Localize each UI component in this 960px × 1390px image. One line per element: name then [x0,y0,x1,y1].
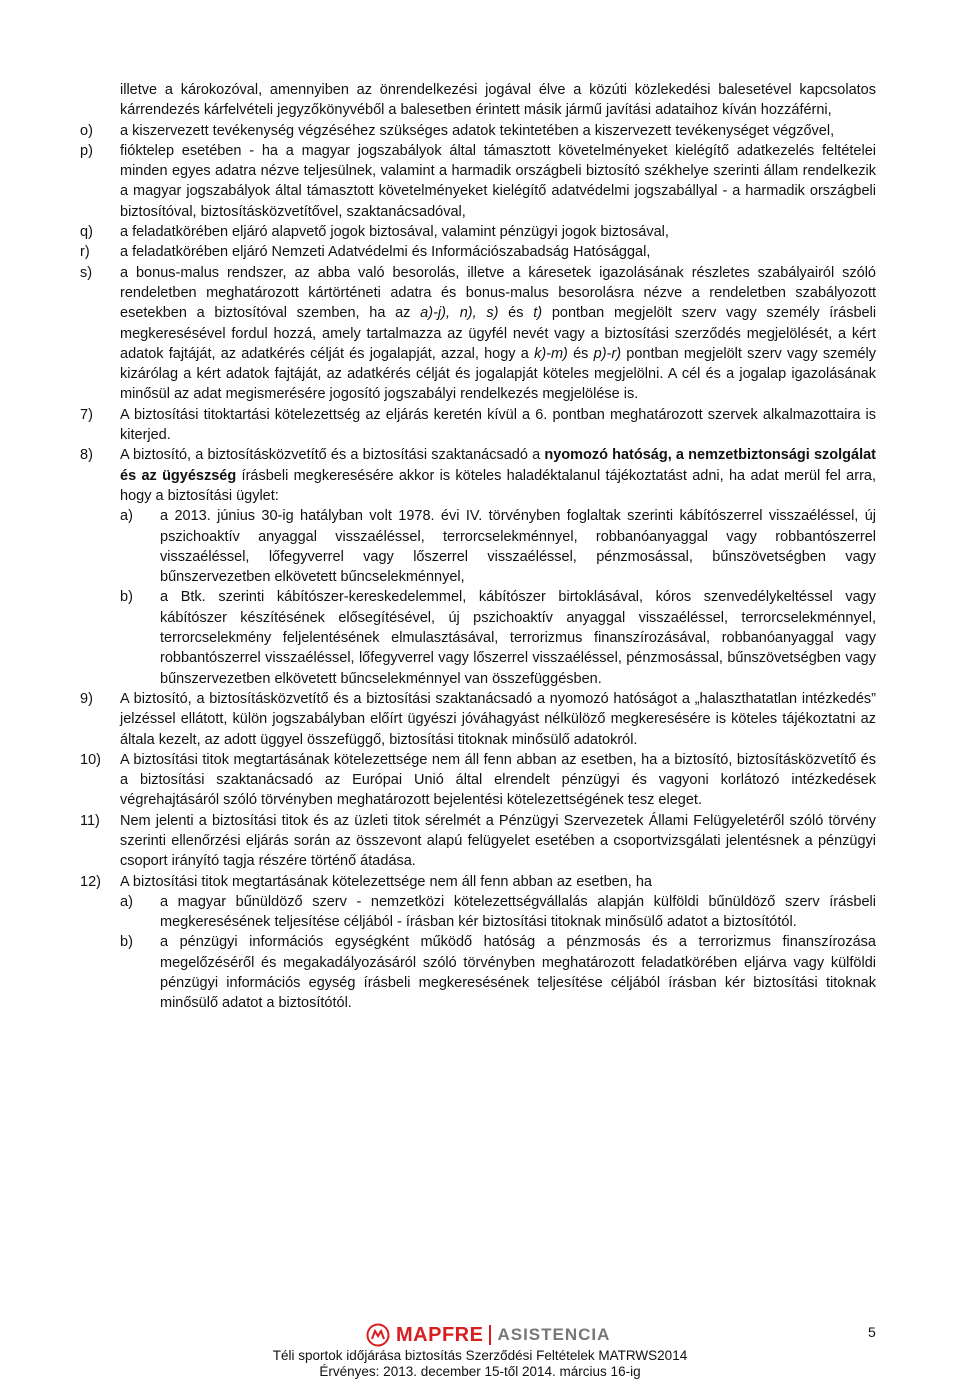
page-footer [0,1318,960,1390]
section-8-item-b [80,587,876,688]
section-7 [80,405,876,446]
item-p-text: fióktelep esetében - ha a magyar jogszabályok által támasztott követelményeket kielégítő adatkezelés feltételei minden egyes adatra nézve teljesülnek, valamint a harmadik országbeli biztosító székhelye szerinti állam rendelkezik a magyar jogszabályok által támasztott követelményeket kielégítő adatvédelmi jogszabállyal - a harmadik országbeli biztosítóval, biztosításközvetítővel, szaktanácsadóval, [120,142,876,220]
item-s-label: s) [80,264,93,281]
section-12-item-a-text: a magyar bűnüldöző szerv - nemzetközi kötelezettségvállalás alapján külföldi bűnüldöző szerv írásbeli megkeresésének teljesítése céljából - írásban kér biztosítási titoknak minősülő adatot a biztosítótól. [160,893,876,931]
section-12-label: 12) [80,873,101,890]
page-number: 5 [868,1324,876,1340]
item-q-label: q) [80,224,93,241]
item-s-text-2: és [508,305,524,322]
section-8-item-b-label: b) [120,589,133,606]
item-s-text-1: a bonus-malus rendszer, az abba való besorolás, illetve a káresetek igazolásának részletes szabályairól szóló rendeletben meghatározott kártörténeti adatra és bonus-malus besorolásra nézve a rendeletben szabályozott esetekben a biztosítóval szemben, ha az [120,264,876,322]
mapfre-emblem-icon [366,1323,390,1347]
item-s-ref-2: t) [533,305,543,322]
section-10 [80,750,876,811]
section-8-text-1: A biztosító, a biztosításközvetítő és a biztosítási szaktanácsadó a [120,447,541,464]
section-12-item-b-text: a pénzügyi információs egységként működő hatóság a pénzmosás és a terrorizmus finanszírozása megelőzéséről és megakadályozásáról szóló törvényben meghatározott feladatkörében eljárva vagy külföldi pénzügyi információs egység írásbeli megkeresésének teljesítése céljából írásban kér biztosítási titoknak minősülő adatot a biztosítótól. [160,934,876,1012]
item-q-text: a feladatkörében eljáró alapvető jogok biztosával, valamint pénzügyi jogok biztosával, [120,224,669,241]
item-o-label: o) [80,122,93,139]
section-8-item-a-label: a) [120,508,133,525]
section-12 [80,872,876,892]
section-7-text: A biztosítási titoktartási kötelezettség az eljárás keretén kívül a 6. pontban meghatározott szervek alkalmazottaira is kiterjed. [120,406,876,444]
brand-primary: MAPFRE [396,1323,484,1346]
item-p [80,141,876,222]
section-8-item-b-text: a Btk. szerinti kábítószer-kereskedelemmel, kábítószer birtoklásával, kóros szenvedélykeltéssel vagy kábítószer készítésének elősegítésével, új pszichoaktív anyaggal visszaéléssel, terrorcselekménnyel, terrorcselekmény feljelentésének elmulasztásával, terrorizmus finanszírozásával, robbanóanyaggal vagy robbantószerrel visszaéléssel, lőfegyverrel vagy lőszerrel visszaéléssel, pénzmosással, bűnszövetségben vagy bűnszervezetben elkövetett bűncselekménnyel van összefüggésben. [160,589,876,687]
section-8-label: 8) [80,447,93,464]
item-r-label: r) [80,244,90,261]
item-s-ref-1: a)-j), n), s) [420,305,499,322]
section-11-text: Nem jelenti a biztosítási titok és az üzleti titok sérelmét a Pénzügyi Szervezetek Állami Felügyeletéről szóló törvény szerinti ellenőrzési eljárás során az összevont alapú felügyelet esetében a csoportvizsgálati jelentésnek a pénzügyi csoport irányító tagja részére történő átadása. [120,812,876,870]
item-s-ref-4: p)-r) [593,345,622,362]
document-body [80,80,876,1014]
section-8 [80,445,876,506]
section-12-item-a-label: a) [120,893,133,910]
section-10-label: 10) [80,751,101,768]
section-8-text-2: írásbeli megkeresésére akkor is köteles haladéktalanul tájékoztatást adni, ha adat merül fel arra, hogy a biztosítási ügylet: [120,467,876,504]
section-7-label: 7) [80,406,93,423]
section-9-label: 9) [80,690,93,707]
brand-divider [489,1325,491,1345]
section-11 [80,811,876,872]
item-s-ref-3: k)-m) [534,345,568,362]
footer-title: Téli sportok időjárása biztosítás Szerződési Feltételek MATRWS2014 [272,1348,688,1363]
item-s-text-3: pontban megjelölt szerv vagy személy írásbeli megkeresésével fordul hozzá, amely tartalmazza az ügyfél nevét vagy a biztosítási szerződés megjelölését, a kért adatok fajtáját, az adatkérés célját és jogalapját, azzal, hogy a [120,305,877,362]
mapfre-asistencia-logo [366,1322,610,1348]
section-12-item-a [80,892,876,933]
item-s-text-4: és [573,345,589,362]
section-9-text: A biztosító, a biztosításközvetítő és a biztosítási szaktanácsadó a nyomozó hatóságot a „halaszthatatlan intézkedés” jelzéssel ellátott, külön jogszabályban előírt ügyészi jóváhagyást nélkülöző megkeresésére is köteles tájékoztatni az általa kezelt, az adott üggyel összefüggő, biztosítási titoknak minősülő adatokról. [120,690,876,748]
brand-secondary: ASISTENCIA [497,1325,611,1344]
item-o [80,121,876,141]
item-s-text-5: pontban megjelölt szerv vagy személy kizárólag a kért adatok fajtáját, az adatkérés célját és jogalapját köteles megjelölni. A cél és a jogalap igazolásának minősül az adat megismerésére jogosító jogszabályi rendelkezés megjelölése is. [120,345,877,403]
section-10-text: A biztosítási titok megtartásának kötelezettsége nem áll fenn abban az esetben, ha a biztosító, biztosításközvetítő és a biztosítási szaktanácsadó az Európai Unió által elrendelt pénzügyi és vagyoni korlátozó intézkedések végrehajtásáról szóló törvényben meghatározott bejelentési kötelezettségének tesz eleget. [120,751,876,809]
item-q [80,222,876,242]
item-r [80,242,876,262]
section-8-item-a [80,506,876,587]
item-s [80,263,877,405]
footer-validity: Érvényes: 2013. december 15-től 2014. március 16-ig [319,1364,641,1379]
item-n-continuation: illetve a károkozóval, amennyiben az önrendelkezési jogával élve a közúti közlekedési balesetével kapcsolatos kárrendezés kárfelvételi jegyzőkönyvéből a balesetben érintett másik jármű javítási adataihoz kíván hozzáférni, [120,82,876,119]
section-9 [80,689,876,750]
section-12-item-b [80,932,876,1013]
section-8-authorities: nyomozó hatóság, a nemzetbiztonsági szolgálat és az ügyészség [120,447,876,484]
section-11-label: 11) [80,812,100,829]
item-p-label: p) [80,142,93,159]
section-8-item-a-text: a 2013. június 30-ig hatályban volt 1978. évi IV. törvényben foglaltak szerinti kábítószerrel visszaéléssel, új pszichoaktív anyaggal visszaéléssel, terrorcselekménnyel, robbanóanyaggal vagy robbantószerrel visszaéléssel, lőfegyverrel vagy lőszerrel visszaéléssel, pénzmosással, bűnszövetségben vagy bűnszervezetben elkövetett bűncselekménnyel, [160,508,876,586]
section-12-item-b-label: b) [120,934,133,951]
item-o-text: a kiszervezett tevékenység végzéséhez szükséges adatok tekintetében a kiszervezett tevékenységet végzővel, [120,122,835,139]
item-r-text: a feladatkörében eljáró Nemzeti Adatvédelmi és Információszabadság Hatósággal, [120,244,651,261]
section-12-text: A biztosítási titok megtartásának kötelezettsége nem áll fenn abban az esetben, ha [120,873,652,890]
